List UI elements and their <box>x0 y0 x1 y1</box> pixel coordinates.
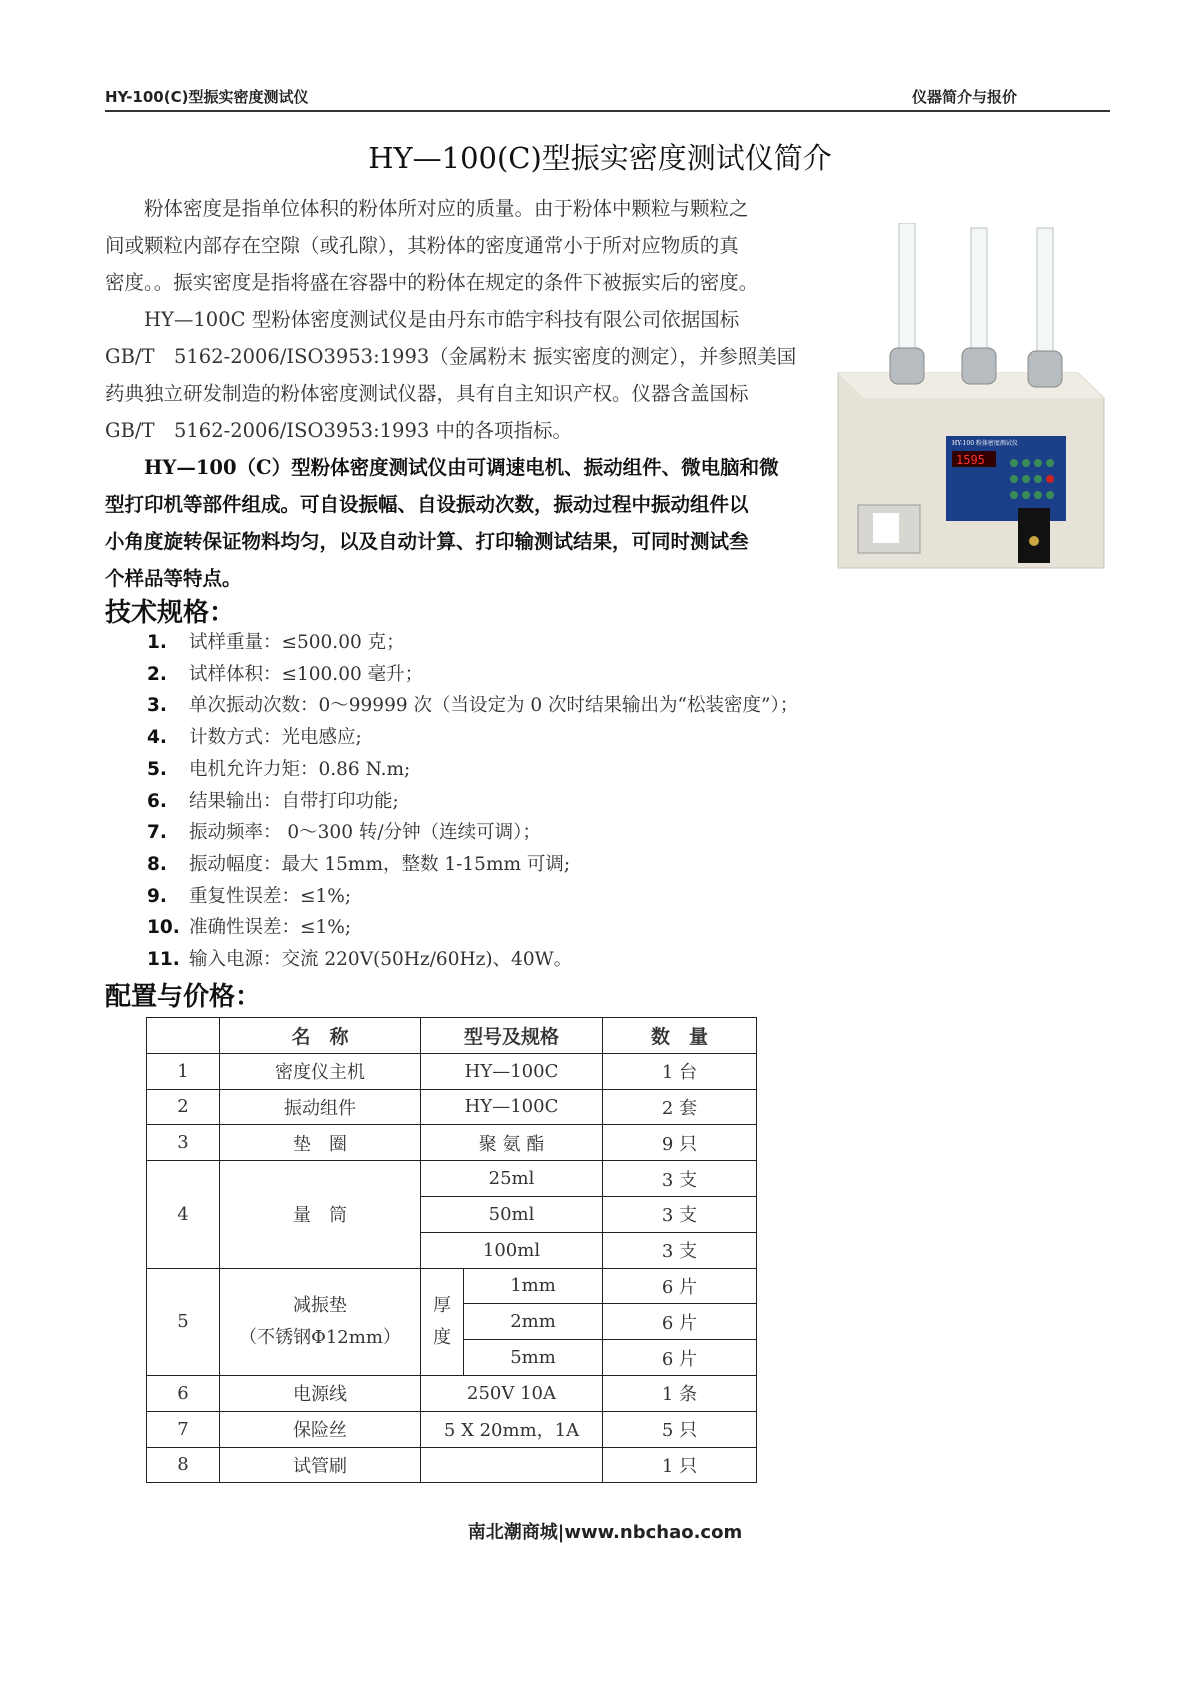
cell: 5mm <box>464 1340 603 1376</box>
text-line: 小角度旋转保证物料均匀，以及自动计算、打印输测试结果，可同时测试叁 <box>105 530 749 553</box>
text-line: GB/T 5162-2006/ISO3953:1993 中的各项指标。 <box>105 419 572 442</box>
cell: 6 片 <box>603 1268 757 1304</box>
cell: 8 <box>147 1447 220 1483</box>
text-line: 粉体密度是指单位体积的粉体所对应的质量。由于粉体中颗粒与颗粒之 <box>105 197 749 220</box>
cell: 5 <box>147 1268 220 1375</box>
cell: 3 支 <box>603 1196 757 1232</box>
cell: 50ml <box>421 1196 603 1232</box>
spec-number: 9. <box>147 885 167 907</box>
spec-number: 10. <box>147 917 180 939</box>
spec-text: 试样重量：≤500.00 克； <box>189 632 405 653</box>
panel-display: 1595 <box>956 453 985 467</box>
config-table <box>146 1017 757 1483</box>
spec-text: 重复性误差：≤1%; <box>189 885 352 907</box>
header-cell: 数 量 <box>603 1018 757 1054</box>
cell: 2 <box>147 1089 220 1125</box>
cell: 厚度 <box>421 1268 464 1375</box>
cell: HY—100C <box>421 1053 603 1089</box>
cell: 3 <box>147 1125 220 1161</box>
cell: 3 支 <box>603 1232 757 1268</box>
spec-number: 6. <box>147 790 167 812</box>
page-title: HY—100(C)型振实密度测试仪简介 <box>368 141 832 175</box>
cell: 250V 10A <box>421 1375 603 1411</box>
spec-text: 电机允许力矩：0.86 N.m; <box>189 758 411 780</box>
text-line: GB/T 5162-2006/ISO3953:1993（金属粉末 振实密度的测定），并参照美国 <box>105 345 797 368</box>
header-divider <box>105 110 1110 112</box>
spec-text: 输入电源：交流 220V(50Hz/60Hz)、40W。 <box>189 949 573 970</box>
cell: 9 只 <box>603 1125 757 1161</box>
cell-line: （不锈钢Φ12mm） <box>239 1326 401 1348</box>
spec-number: 2. <box>147 663 167 685</box>
spec-number: 5. <box>147 758 167 780</box>
cell: 100ml <box>421 1232 603 1268</box>
table-row <box>147 1161 757 1197</box>
text-line: 型打印机等部件组成。可自设振幅、自设振动次数，振动过程中振动组件以 <box>105 493 749 516</box>
spec-item <box>147 690 798 722</box>
cell: 试管刷 <box>220 1447 421 1483</box>
table-row <box>147 1053 757 1089</box>
cell: 6 片 <box>603 1304 757 1340</box>
table-row <box>147 1268 757 1304</box>
text-line: 个样品等特点。 <box>105 567 242 590</box>
cell-line: 减振垫 <box>293 1294 347 1316</box>
spec-number: 7. <box>147 822 167 844</box>
instrument-photo <box>828 223 1106 573</box>
cell: 1 只 <box>603 1447 757 1483</box>
cell: 振动组件 <box>220 1089 421 1125</box>
cell: 7 <box>147 1411 220 1447</box>
header-cell: 名 称 <box>220 1018 421 1054</box>
table-header-row <box>147 1018 757 1054</box>
cell: 1mm <box>464 1268 603 1304</box>
table-row <box>147 1125 757 1161</box>
panel-label: HY-100 粉体密度测试仪 <box>952 440 1018 447</box>
spec-item <box>147 912 351 944</box>
intro-paragraph-1 <box>105 190 810 597</box>
spec-number: 4. <box>147 727 167 749</box>
spec-item <box>147 817 541 849</box>
cell: 1 台 <box>603 1053 757 1089</box>
spec-item <box>147 722 362 754</box>
cell: 6 <box>147 1375 220 1411</box>
cell: 25ml <box>421 1161 603 1197</box>
text-line: 密度。。振实密度是指将盛在容器中的粉体在规定的条件下被振实后的密度。 <box>105 271 759 294</box>
cell: 保险丝 <box>220 1411 421 1447</box>
cell: HY—100C <box>421 1089 603 1125</box>
text-line: HY—100C 型粉体密度测试仪是由丹东市皓宇科技有限公司依据国标 <box>105 308 740 331</box>
spec-text: 试样体积：≤100.00 毫升； <box>189 663 424 685</box>
cell: 5 只 <box>603 1411 757 1447</box>
header-left: HY-100(C)型振实密度测试仪 <box>105 88 309 106</box>
table-row <box>147 1447 757 1483</box>
text-line: 药典独立研发制造的粉体密度测试仪器，具有自主知识产权。仪器含盖国标 <box>105 382 749 405</box>
cell: 量 筒 <box>220 1161 421 1268</box>
spec-number: 3. <box>147 695 167 717</box>
text-line: 间或颗粒内部存在空隙（或孔隙），其粉体的密度通常小于所对应物质的真 <box>105 234 739 257</box>
spec-item <box>147 627 405 659</box>
footer-link[interactable]: 南北潮商城|www.nbchao.com <box>467 1522 743 1543</box>
spec-item <box>147 786 399 818</box>
table-row <box>147 1375 757 1411</box>
cell: 垫 圈 <box>220 1125 421 1161</box>
text-line: HY—100（C）型粉体密度测试仪由可调速电机、振动组件、微电脑和微 <box>105 456 779 479</box>
spec-text: 单次振动次数：0～99999 次（当设定为 0 次时结果输出为“松装密度”）； <box>189 695 799 717</box>
cell: 聚 氨 酯 <box>421 1125 603 1161</box>
spec-item <box>147 849 570 881</box>
table-row <box>147 1411 757 1447</box>
cell <box>220 1268 421 1375</box>
spec-number: 11. <box>147 949 180 970</box>
spec-item <box>147 659 423 691</box>
cell: 6 片 <box>603 1340 757 1376</box>
header-cell <box>147 1018 220 1054</box>
spec-number: 8. <box>147 853 167 875</box>
spec-text: 准确性误差：≤1%; <box>189 917 352 939</box>
spec-item <box>147 881 351 913</box>
spec-item <box>147 754 410 786</box>
cell: 5 X 20mm，1A <box>421 1411 603 1447</box>
cell: 3 支 <box>603 1161 757 1197</box>
spec-text: 计数方式：光电感应; <box>189 727 362 749</box>
spec-number: 1. <box>147 632 167 653</box>
cell: 1 条 <box>603 1375 757 1411</box>
spec-text: 振动频率： 0～300 转/分钟（连续可调）； <box>189 822 541 844</box>
spec-item <box>147 944 572 976</box>
spec-text: 振动幅度：最大 15mm，整数 1-15mm 可调; <box>189 853 571 875</box>
config-heading: 配置与价格： <box>105 982 262 1012</box>
header-right: 仪器简介与报价 <box>912 88 1018 106</box>
cell <box>421 1447 603 1483</box>
cell: 2mm <box>464 1304 603 1340</box>
cell: 1 <box>147 1053 220 1089</box>
cell: 4 <box>147 1161 220 1268</box>
specs-heading: 技术规格： <box>105 598 236 628</box>
table-row <box>147 1089 757 1125</box>
cell: 电源线 <box>220 1375 421 1411</box>
header-cell: 型号及规格 <box>421 1018 603 1054</box>
cell: 2 套 <box>603 1089 757 1125</box>
spec-text: 结果输出：自带打印功能; <box>189 790 399 812</box>
cell: 密度仪主机 <box>220 1053 421 1089</box>
